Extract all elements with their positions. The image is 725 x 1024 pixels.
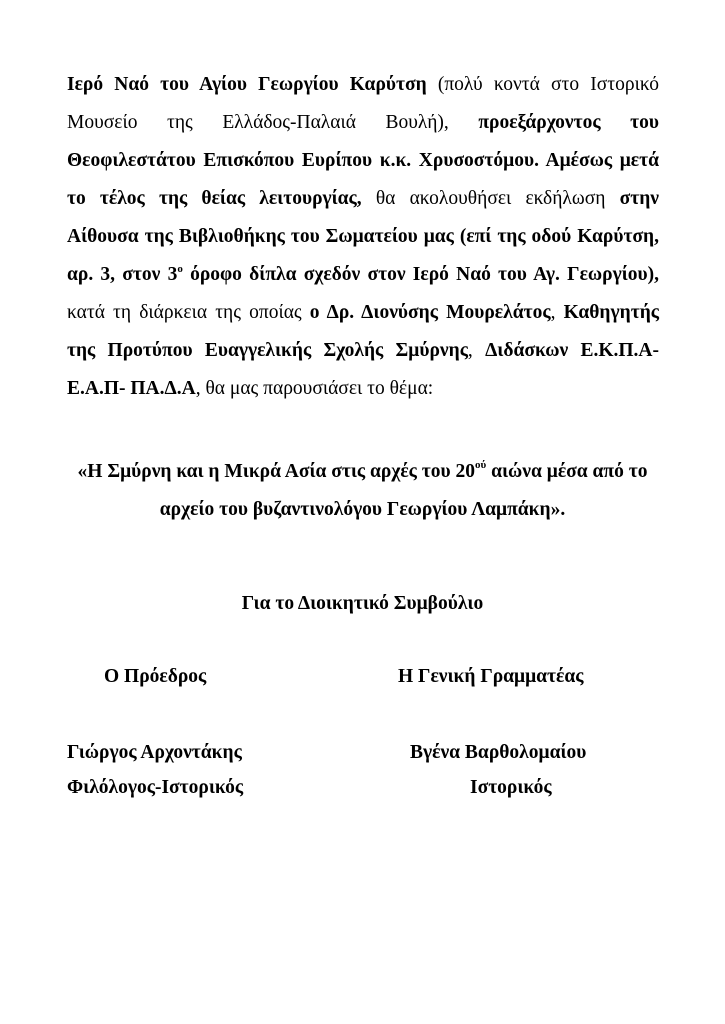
location-note: (πολύ κοντά στο Ιστορικό Μουσείο της Ελλάδος-Παλαιά Βουλή), — [67, 74, 659, 133]
church-name: Ιερό Ναό του Αγίου Γεωργίου Καρύτση — [67, 74, 427, 95]
body-paragraph — [67, 66, 659, 408]
left-signatory-name: Γιώργος Αρχοντάκης — [67, 742, 242, 763]
event-venue-cont: όροφο δίπλα σχεδόν στον Ιερό Ναό του Αγ. Γεωργίου), — [182, 264, 659, 285]
event-intro: θα ακολουθήσει εκδήλωση — [361, 188, 620, 209]
right-signatory-name: Βγένα Βαρθολομαίου — [410, 742, 587, 763]
presiding-bishop: προεξάρχοντος του Θεοφιλεστάτου Επισκόπου Ευρίπου κ.κ. Χρυσοστόμου. Αμέσως μετά το τέλος της θείας λειτουργίας, — [67, 112, 659, 209]
event-venue: στην Αίθουσα της Βιβλιοθήκης του Σωματείου μας (επί της οδού Καρύτση, αρ. 3, στον 3 — [67, 188, 659, 285]
left-signatory-role: Ο Πρόεδρος — [104, 666, 207, 687]
separator: , — [550, 302, 564, 323]
speaker-position: Καθηγητής της Προτύπου Ευαγγελικής Σχολής Σμύρνης — [67, 302, 659, 361]
floor-superscript: ο — [177, 263, 183, 275]
separator: , — [467, 340, 486, 361]
speaker-intro: κατά τη διάρκεια της οποίας — [67, 302, 310, 323]
board-heading: Για το Διοικητικό Συμβούλιο — [241, 593, 484, 614]
right-signatory-title: Ιστορικός — [470, 777, 552, 798]
lecture-title-superscript: ού — [475, 459, 487, 471]
speaker-affiliations: Διδάσκων Ε.Κ.Π.Α- Ε.Α.Π- ΠΑ.Δ.Α — [67, 340, 660, 399]
speaker-name: ο Δρ. Διονύσης Μουρελάτος — [309, 302, 551, 323]
lecture-title-part2: αιώνα μέσα από το αρχείο του βυζαντινολόγου Γεωργίου Λαμπάκη». — [159, 461, 648, 520]
right-signatory-role: Η Γενική Γραμματέας — [398, 666, 584, 687]
topic-intro: , θα μας παρουσιάσει το θέμα: — [195, 378, 434, 399]
left-signatory-title: Φιλόλογος-Ιστορικός — [67, 777, 244, 798]
lecture-title-part1: «Η Σμύρνη και η Μικρά Ασία στις αρχές του 20 — [77, 461, 476, 482]
lecture-title — [50, 453, 675, 529]
